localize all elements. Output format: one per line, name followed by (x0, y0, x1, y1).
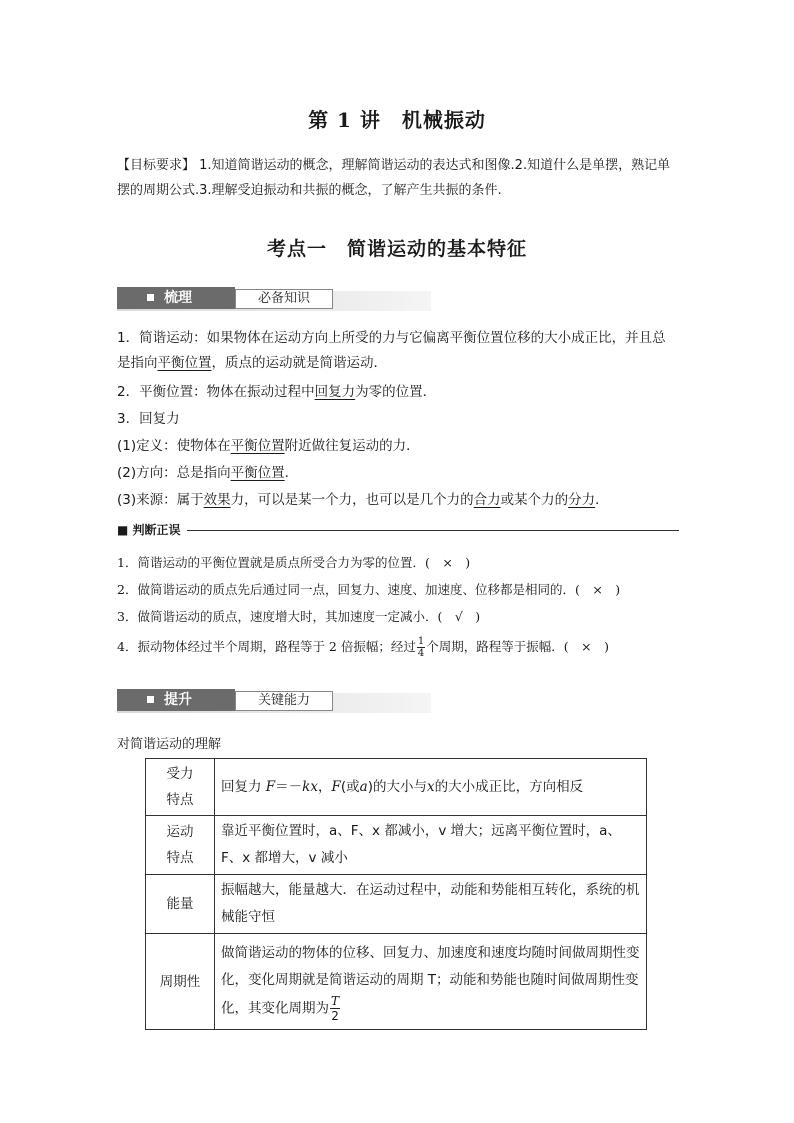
judge-divider (117, 530, 679, 531)
row-header: 周期性 (146, 934, 215, 1030)
item-underline: 分力 (568, 492, 596, 508)
fraction-denominator: 2 (331, 1009, 339, 1023)
question-4 (117, 636, 679, 659)
fraction-numerator: 1 (417, 636, 425, 647)
item-text: 附近做往复运动的力． (284, 438, 420, 454)
banner-dark-label: 提升 (164, 692, 192, 708)
item-underline: 平衡位置 (157, 355, 212, 371)
item-underline: 平衡位置 (230, 465, 285, 481)
question-2: 2．做简谐运动的质点先后通过同一点，回复力、速度、加速度、位移都是相同的．( × ) (117, 582, 621, 597)
row-content (215, 934, 647, 1030)
row-content (215, 759, 647, 816)
item-underline: 效果 (203, 492, 231, 508)
item-text: ，质点的运动就是简谐运动． (211, 355, 387, 371)
symbol-x: x (426, 778, 435, 795)
item-text: (3)来源：属于 (117, 492, 204, 508)
cell-text: )的大小与 (367, 778, 427, 795)
fraction-denominator: 4 (417, 648, 425, 659)
square-icon (147, 294, 154, 301)
judge-label: ■ 判断正误 (117, 521, 187, 538)
symbol-F: F (265, 778, 276, 795)
row-header-text: 运动 特点 (166, 824, 194, 866)
row-header: 能量 (146, 875, 215, 934)
item-4 (117, 434, 679, 459)
cell-text: 做简谐运动的物体的位移、回复力、加速度和速度均随时间做周期性变化，变化周期就是简谐运动的周期 T；动能和势能也随时间做周期性变化，其变化周期为 (221, 945, 640, 1017)
item-underline: 合力 (473, 492, 501, 508)
banner-dark (117, 689, 235, 711)
item-text: 力，可以是某一个力，也可以是几个力的 (230, 492, 474, 508)
square-icon (147, 696, 154, 703)
banner-light-label: 关键能力 (235, 691, 333, 711)
item-2 (117, 380, 679, 405)
row-header (146, 816, 215, 875)
banner-dark (117, 287, 235, 309)
symbol-F: F (331, 778, 341, 795)
row-content: 靠近平衡位置时，a、F、x 都减小，v 增大；远离平衡位置时，a、F、x 都增大，v 减小 (215, 816, 647, 875)
fraction (417, 636, 425, 659)
table-row (146, 816, 647, 875)
row-header-text: 受力 特点 (166, 766, 194, 808)
table-caption: 对简谐运动的理解 (117, 737, 222, 752)
item-text: (2)方向：总是指向 (117, 465, 231, 481)
cell-text: ＝－ (275, 778, 303, 795)
table-row (146, 875, 647, 934)
symbol-kx: kx (302, 778, 318, 795)
item-text: 或某个力的 (500, 492, 569, 508)
goals-tag: 【目标要求】 (117, 158, 196, 173)
symbol-a: a (359, 778, 368, 795)
banner-dark-label: 梳理 (164, 290, 192, 306)
item-text: 为零的位置． (355, 384, 437, 400)
row-header (146, 759, 215, 816)
question-3: 3．做简谐运动的质点，速度增大时，其加速度一定减小．( √ ) (117, 609, 481, 624)
item-6 (117, 488, 679, 513)
summary-table (145, 758, 647, 1030)
table-row (146, 759, 647, 816)
page-title: 第 1 讲 机械振动 (308, 108, 486, 132)
item-text: (1)定义：使物体在 (117, 438, 231, 454)
item-5 (117, 461, 679, 486)
item-text: 2．平衡位置：物体在振动过程中 (117, 384, 315, 400)
cell-text: ， (317, 778, 332, 795)
item-text: ． (595, 492, 609, 508)
banner-light-label: 必备知识 (235, 289, 333, 309)
section-title: 考点一 简谐运动的基本特征 (266, 238, 527, 260)
fraction-numerator: T (331, 994, 340, 1008)
judge-header (117, 521, 679, 539)
question-text: 4．振动物体经过半个周期，路程等于 2 倍振幅；经过 (117, 639, 416, 654)
item-3: 3．回复力 (117, 411, 180, 427)
fraction (330, 994, 340, 1023)
banner-review (117, 287, 431, 313)
table-row (146, 934, 647, 1030)
cell-text: (或 (340, 778, 360, 795)
cell-text: 的大小成正比，方向相反 (434, 778, 584, 795)
banner-improve (117, 689, 431, 715)
item-text: 1．简谐运动：如果物体在运动方向上所受的力与它偏离平衡位置位移的大小成正比，并且总是指向 (117, 330, 666, 371)
cell-text: 回复力 (221, 778, 266, 795)
row-content: 振幅越大，能量越大．在运动过程中，动能和势能相互转化，系统的机械能守恒 (215, 875, 647, 934)
goals-text: 1.知道简谐运动的概念，理解简谐运动的表达式和图像.2.知道什么是单摆，熟记单摆的周期公式.3.理解受迫振动和共振的概念，了解产生共振的条件. (117, 158, 671, 198)
item-text: ． (284, 465, 299, 481)
learning-goals (117, 153, 679, 203)
question-text: 个周期，路程等于振幅．( × ) (426, 639, 609, 654)
item-1 (117, 326, 679, 376)
question-1: 1．简谐运动的平衡位置就是质点所受合力为零的位置．( × ) (117, 555, 471, 570)
item-underline: 回复力 (314, 384, 356, 400)
item-underline: 平衡位置 (230, 438, 285, 454)
